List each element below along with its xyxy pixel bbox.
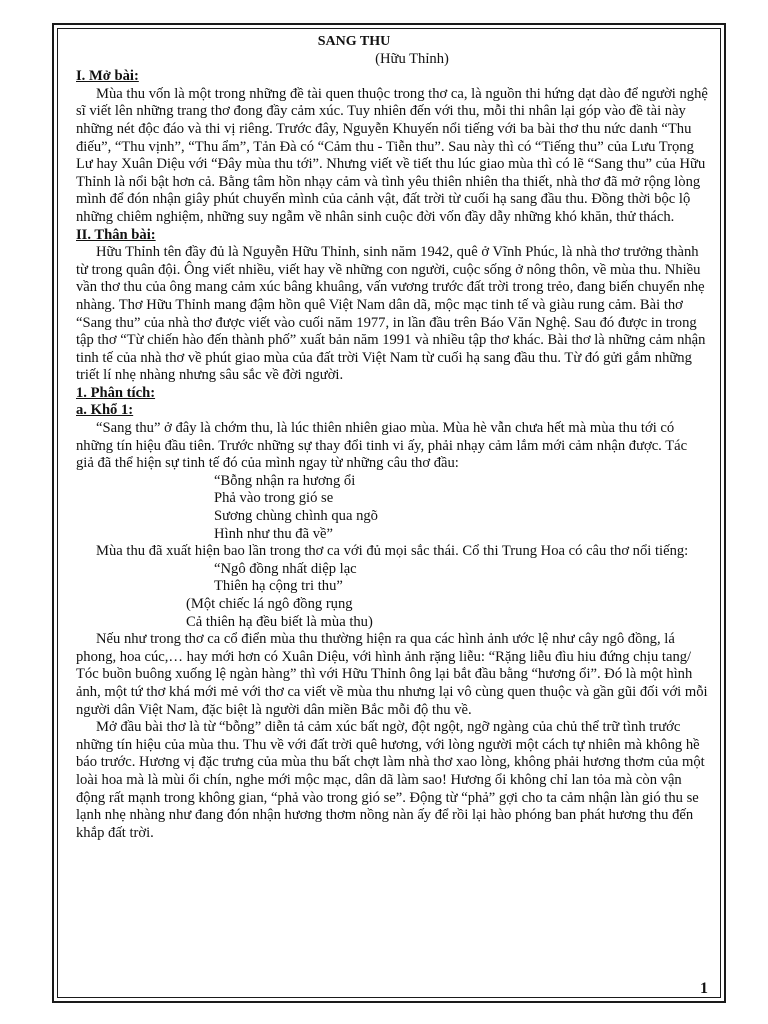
verse-line: Cả thiên hạ đều biết là mùa thu) (186, 613, 373, 630)
intro-heading: I. Mở bài: (76, 68, 139, 85)
verse-line: Phả vào trong gió se (214, 490, 334, 507)
verse-line: “Ngô đồng nhất diệp lạc (214, 560, 357, 577)
body-heading: II. Thân bài: (76, 226, 156, 243)
intro-paragraph: Mùa thu vốn là một trong những đề tài quen thuộc trong thơ ca, là nguồn thi hứng dạt dào để người nghệ sĩ viết lên những trang thơ đong đầy cảm xúc. Tuy nhiên đến với thu, mỗi thi nhân lại góp vào đề tài này những nét độc đáo và thi vị riêng. Trước đây, Nguyễn Khuyến nổi tiếng với ba bài thơ thu nức danh “Thu điếu”, “Thu vịnh”, “Thu ẩm”, Tản Đà có “Cảm thu - Tiễn thu”. Sau này thì có “Tiếng thu” của Lưu Trọng Lư hay Xuân Diệu với “Đây mùa thu tới”. Nhưng viết về tiết thu lúc giao mùa thì có lẽ “Sang thu” của Hữu Thỉnh là nổi bật hơn cả. Bằng tâm hồn nhạy cảm và tình yêu thiên nhiên tha thiết, nhà thơ đã mở rộng lòng mình để đón nhận giây phút chuyển mình của cảnh vật, đất trời từ cuối hạ sang đầu thu. Đồng thời bộc lộ những chiêm nghiệm, những suy ngẫm về nhân sinh cuộc đời vốn đầy dẫy những khó khăn, thử thách. (76, 85, 708, 225)
stanza-heading: a. Khổ 1: (76, 402, 134, 419)
document-author: (Hữu Thỉnh) (375, 50, 449, 67)
verse-line: (Một chiếc lá ngô đồng rụng (186, 596, 353, 612)
paragraph-4: Mở đầu bài thơ là từ “bỗng” diễn tả cảm xúc bất ngờ, đột ngột, ngỡ ngàng của chủ thể trữ tình trước những tín hiệu của mùa thu. Thu về với đất trời quê hương, với lòng người một cách tự nhiên mà không hề báo trước. Hương vị đặc trưng của mùa thu bất chợt làm nhà thơ xao lòng, không phải hương thơm của một loài hoa mà là mùi ổi chín, nghe mới mộc mạc, dân dã làm sao! Hương ổi không chỉ lan tỏa mà còn vận động rất mạnh trong không gian, “phả vào trong gió se”. Động từ “phả” gợi cho ta cảm nhận làn gió thu se lạnh nhẹ nhàng như đang đón nhận hương thơm nồng nàn ấy để rồi lại hào phóng ban phát hương thu đến khắp đất trời. (76, 719, 705, 841)
autumn-paragraph: Mùa thu đã xuất hiện bao lần trong thơ ca với đủ mọi sắc thái. Cổ thi Trung Hoa có câu thơ nổi tiếng: (96, 543, 689, 560)
verse-line: “Bỗng nhận ra hương ổi (214, 472, 356, 489)
body-paragraph: Hữu Thỉnh tên đầy đủ là Nguyễn Hữu Thỉnh, sinh năm 1942, quê ở Vĩnh Phúc, là nhà thơ trưởng thành từ trong quân đội. Ông viết nhiều, viết hay về những con người, cuộc sống ở nông thôn, về mùa thu. Nhiều vần thơ thu của ông mang cảm xúc bâng khuâng, vấn vương trước đất trời trong trẻo, đang biến chuyển nhẹ nhàng. Thơ Hữu Thỉnh mang đậm hồn quê Việt Nam dân dã, mộc mạc tinh tế và giàu rung cảm. Bài thơ “Sang thu” của nhà thơ được viết vào cuối năm 1977, in lần đầu trên Báo Văn Nghệ. Sau đó được in trong tập thơ “Từ chiến hào đến thành phố” xuất bản năm 1991 và nhiều tập thơ khác. Bài thơ là những cảm nhận tinh tế của nhà thơ về phút giao mùa của đất trời Việt Nam từ cuối hạ sang đầu thu. Từ đó gửi gắm những triết lí nhẹ nhàng nhưng sâu sắc về đời người. (76, 244, 706, 384)
analysis-heading: 1. Phân tích: (76, 384, 156, 401)
verse-block-1 (76, 473, 708, 543)
verse-line: Thiên hạ cộng tri thu” (214, 578, 343, 595)
stanza-paragraph: “Sang thu” ở đây là chớm thu, là lúc thiên nhiên giao mùa. Mùa hè vẫn chưa hết mà mùa thu tới có những tín hiệu đầu tiên. Trước những sự thay đổi tinh vi ấy, phải nhạy cảm lắm mới cảm nhận được. Tác giả đã thể hiện sự tinh tế đó của mình ngay từ những câu thơ đầu: (76, 420, 688, 472)
verse-block-2 (76, 561, 708, 596)
document-title: SANG THU (317, 34, 391, 49)
document-body (76, 33, 708, 842)
verse-line: Sương chùng chình qua ngõ (214, 508, 378, 525)
verse-line: Hình như thu đã về” (214, 525, 333, 542)
verse-translation (76, 596, 708, 631)
paragraph-3: Nếu như trong thơ ca cổ điển mùa thu thường hiện ra qua các hình ảnh ước lệ như cây ngô đồng, lá phong, hoa cúc,… hay mới hơn có Xuân Diệu, với hình ảnh rặng liễu: “Rặng liễu đìu hiu đứng chịu tang/ Tóc buồn buông xuống lệ ngàn hàng” thì với Hữu Thỉnh ông lại bắt đầu bằng “hương ổi”. Đó là một hình ảnh, một tứ thơ khá mới mẻ với thơ ca viết về mùa thu nhưng lại vô cùng quen thuộc và gần gũi đối với mỗi người dân Việt Nam, đặc biệt là người dân miền Bắc mỗi độ thu về. (76, 631, 708, 718)
page-number: 1 (700, 980, 708, 997)
